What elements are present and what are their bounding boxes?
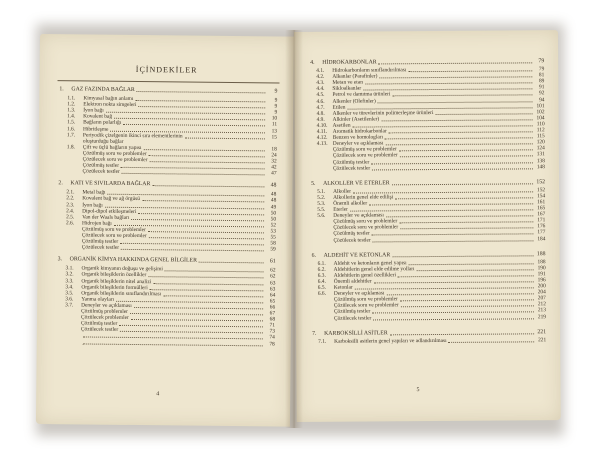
toc-page-number: 18 [271, 146, 277, 153]
toc-title: Çözülmüş testler [332, 158, 370, 166]
toc-title: Çözülmüş soru ve problemler [333, 296, 398, 303]
toc-title: Hidrojen bağı [81, 220, 112, 227]
toc-number: 4.6. [316, 98, 325, 105]
toc-page-number: 207 [537, 295, 546, 302]
toc-number: 3.3. [65, 277, 74, 284]
toc-page-number: 213 [537, 307, 546, 314]
toc-title: Çözülmüş soru ve problemler [332, 146, 397, 154]
toc-number: 6. [311, 252, 316, 259]
toc-number: 4.11. [316, 128, 328, 135]
toc-title: Elektron nokta simgeleri [83, 101, 137, 109]
toc-page-number: 212 [537, 301, 546, 308]
toc-chapter [312, 329, 546, 337]
toc-title: Aldehitlerin genel elde edilme yolları [333, 265, 415, 273]
toc-page-number: 131 [536, 151, 545, 158]
toc-title: İyon bağı [83, 107, 104, 114]
toc-title: Bağların polarlığı [83, 119, 122, 127]
toc-title: Organik bileşiklerin nitel analizi [81, 277, 152, 285]
toc-exercise [333, 236, 545, 243]
toc-page-number: 148 [536, 163, 545, 170]
toc-title: Ketonlar [333, 284, 353, 291]
toc-page-number: 138 [536, 157, 545, 164]
toc-title: Önemli alkoller [333, 200, 368, 207]
toc-title: Alkoller [333, 188, 352, 195]
toc-page-number: 48 [270, 182, 277, 189]
toc-page-number: 124 [536, 145, 545, 152]
dot-leader [199, 261, 264, 264]
toc-number: 4.5. [316, 92, 325, 99]
book-gutter [285, 30, 303, 428]
toc-chapter [311, 179, 545, 187]
toc-page-number: 74 [269, 334, 275, 341]
toc-title: Çözülecek testler [333, 314, 372, 322]
toc-page-number: 191 [537, 271, 546, 278]
toc-page-number: 64 [269, 292, 276, 299]
toc-page-number: 190 [537, 264, 546, 271]
toc-title: Çözülmüş soru ve problemler [82, 150, 147, 158]
toc-title: Çözülecek soru ve problemler [333, 302, 399, 310]
toc-page-number: 184 [537, 235, 546, 242]
toc-number: 6.2. [317, 266, 326, 273]
toc-number: 7. [312, 330, 317, 337]
dot-leader [122, 172, 265, 175]
toc-page-number: 32 [271, 158, 277, 165]
toc-number: 3. [57, 256, 63, 263]
left-page [36, 34, 294, 427]
toc-page-number: 55 [270, 234, 276, 241]
toc-page-number: 49 [270, 203, 277, 210]
toc-number: 6.5. [317, 284, 326, 291]
toc-page-number: 61 [269, 258, 276, 265]
toc-page-number: 53 [270, 228, 276, 235]
toc-title: Metal bağı [82, 189, 106, 196]
toc-page-number: 221 [538, 336, 547, 343]
toc-title: Çözülecek soru ve problemler [81, 232, 147, 240]
toc-page-number: 171 [537, 217, 546, 224]
toc-exercise [82, 245, 276, 253]
toc-number: 5.5. [317, 206, 326, 213]
dot-leader [379, 61, 533, 64]
toc-number: 5.1. [317, 188, 326, 195]
toc-title: ALDEHİT VE KETONLAR [323, 251, 391, 259]
toc-title: Alkanlar (Parafinler) [332, 73, 378, 80]
toc-page-number: 11 [271, 121, 278, 128]
toc-page-number: 50 [270, 210, 277, 217]
toc-page-number: 67 [269, 310, 276, 317]
toc-number: 5.3. [317, 200, 326, 207]
toc-title: Organik kimyanın doğuşu ve gelişimi [81, 265, 163, 273]
toc-number: 4. [310, 59, 315, 66]
toc-exercise [333, 164, 545, 171]
toc-title: Çözülmüş soru ve problemler [81, 226, 146, 234]
toc-number: 4.1. [316, 67, 325, 74]
toc-title: Periyodik çizelgenin ikinci sıra elementlerinin [82, 132, 183, 140]
toc-title: oluşturduğu bağlar [82, 138, 124, 145]
toc-page-number: 48 [270, 197, 277, 204]
toc-number: 2.6. [65, 220, 75, 227]
toc-number: 3.6. [65, 296, 74, 303]
toc-number: 1. [59, 86, 64, 93]
toc-page-number: 63 [269, 279, 276, 286]
toc-number: 3.1. [65, 265, 74, 272]
toc-exercise [334, 314, 546, 321]
toc-page-number: 152 [536, 186, 546, 193]
toc-title: Deneyler ve açıklaması [333, 290, 385, 297]
dot-leader [449, 340, 535, 343]
toc-page-number: 63 [269, 286, 276, 293]
toc-page-number: 219 [537, 313, 547, 320]
toc-title: Çözülmüş testler [333, 308, 371, 316]
toc-number: 4.3. [316, 79, 325, 87]
toc-page-number: 89 [538, 78, 545, 85]
toc-number: 4.8. [316, 110, 325, 117]
toc-page-number: 62 [270, 273, 276, 280]
toc-page-number: 71 [269, 322, 275, 329]
toc-number: 4.9. [316, 116, 325, 123]
toc-number: 3.7. [65, 302, 74, 309]
toc-title: Organik bileşiklerin formülleri [81, 284, 148, 291]
toc-number: 4.12. [316, 134, 328, 141]
toc-title: Çözülecek testler [82, 168, 120, 176]
toc-title: Eterler [333, 206, 348, 213]
toc-title: Çözülecek testler [333, 236, 371, 244]
toc-page-number: 176 [537, 223, 546, 230]
toc-page-number: 91 [538, 84, 545, 91]
toc-entry [318, 337, 546, 345]
toc-title: Metan ve etan [332, 79, 363, 86]
toc-page-number: 65 [269, 298, 276, 305]
toc-number: 1.8. [66, 144, 75, 151]
toc-title: Alkenler ve türevlerinin polimerleşme ürünleri [332, 109, 434, 117]
toc-title: Çözülecek testler [332, 165, 371, 172]
toc-number: 3.4. [65, 283, 74, 290]
toc-page-number: 9 [274, 97, 278, 104]
toc-number: 2.1. [66, 189, 75, 196]
toc-page-number: 221 [537, 328, 547, 335]
toc-title: Karboksilli asitlerin genel yapıları ve adlandırılması [334, 337, 447, 345]
toc-number: 1.5. [67, 119, 76, 126]
toc-title: Çözülmüş testler [333, 230, 370, 238]
toc-title: KATI VE SIVILARDA BAĞLAR [70, 180, 151, 188]
toc-title: Aldehitlerin genel özellikleri [333, 272, 397, 279]
toc-page-number: 9 [274, 88, 278, 95]
toc-chapter [59, 86, 277, 94]
toc-title: Organik bileşiklerin sınıflandırılması [81, 290, 162, 297]
toc-title: Çözülmüş testler [82, 162, 120, 169]
toc-number: 3.2. [65, 271, 74, 278]
toc-title: Çözülmüş problemler [81, 308, 129, 315]
toc-title: Kovalent bağ ve ağ örgüsü [82, 195, 140, 203]
toc-title: Çözülecek soru ve problemler [333, 224, 399, 232]
toc-page-number: 154 [537, 193, 546, 200]
toc-page-number: 112 [536, 127, 545, 134]
toc-page-number: 152 [536, 178, 546, 185]
toc-title: Asetilen [332, 122, 351, 129]
toc-title: Çözülecek soru ve problemler [332, 152, 398, 160]
toc-number: 1.6. [66, 125, 76, 132]
toc-page-number: 52 [270, 222, 277, 229]
dot-leader [121, 248, 264, 251]
page-number-right: 5 [416, 387, 420, 394]
toc-page-number: 200 [537, 283, 546, 290]
toc-title: Yanma olayları [81, 296, 115, 303]
toc-title: Çözülmüş testler [80, 320, 118, 328]
toc-number: 4.4. [316, 86, 325, 93]
toc-title: Sikloalkanlar [332, 85, 362, 93]
toc-title: ALKOLLER VE ETERLER [323, 180, 390, 187]
toc-page-number: 48 [270, 191, 277, 198]
toc-title: Alkollerin genel elde edilişi [333, 194, 394, 201]
toc-title: Deneyler ve açıklaması [332, 140, 384, 147]
toc-title: Kovalent bağ [83, 113, 113, 121]
toc-page-number: 188 [536, 250, 546, 257]
toc-exercise [81, 339, 275, 347]
toc-title: İyon bağı [82, 201, 103, 209]
toc-number: 1.4. [67, 113, 76, 120]
page-title: İÇİNDEKİLER [135, 65, 198, 75]
toc-title: Önemli aldehitler [333, 278, 372, 285]
toc-number: 2.5. [66, 213, 75, 221]
toc-title: Hibritleşme [82, 125, 109, 133]
toc-chapter [310, 58, 544, 66]
toc-title: Çözülecek testler [80, 326, 119, 334]
toc-number: 2.2. [66, 195, 75, 202]
toc-page-number: 78 [269, 340, 275, 347]
toc-number: 3.5. [65, 289, 74, 297]
toc-number: 4.10. [316, 122, 328, 129]
toc-title: Dipol-dipol etkileşmeleri [82, 208, 137, 215]
toc-page-number: 58 [270, 240, 276, 247]
toc-title: HİDROKARBONLAR [322, 59, 377, 66]
toc-page-number: 10 [271, 115, 278, 122]
toc-number: 4.7. [316, 104, 325, 111]
toc-page-number: 94 [539, 96, 545, 103]
page-number-left: 4 [156, 391, 160, 398]
toc-page-number: 101 [536, 102, 545, 109]
toc-number: 1.7. [66, 131, 76, 138]
toc-number: 6.6. [317, 290, 326, 297]
toc-exercise [83, 169, 277, 177]
toc-number: 1.1. [67, 95, 76, 102]
dot-leader [137, 90, 266, 93]
toc-number: 2.4. [66, 207, 75, 214]
toc-title: Van der Waals bağları [82, 214, 130, 221]
dot-leader [372, 167, 533, 170]
toc-page-number: 177 [537, 229, 546, 236]
toc-page-number: 115 [536, 133, 545, 140]
toc-title: Aromatik hidrokarbonlar [332, 128, 387, 135]
toc-page-number: 196 [537, 277, 546, 284]
toc-page-number: 165 [537, 205, 546, 212]
toc-page-number: 104 [536, 115, 545, 122]
toc-page-number: 79 [538, 66, 545, 73]
toc-title: Çift ve üçlü bağların yapısı [82, 144, 142, 151]
dot-leader [392, 254, 533, 257]
dot-leader [152, 184, 264, 187]
dot-leader [373, 317, 534, 320]
dot-leader [390, 332, 534, 335]
toc-title: Alkinler (Asetilenler) [332, 116, 380, 123]
toc-page-number: 9 [274, 109, 278, 116]
title-rule [58, 80, 280, 83]
toc-title: KARBOKSİLLİ ASİTLER [324, 329, 388, 337]
toc-title: Organik bileşiklerin özellikler [81, 271, 147, 279]
right-page [294, 30, 561, 422]
toc-page-number: 79 [538, 58, 545, 65]
toc-title: Çözülmüş soru ve problemler [333, 218, 398, 225]
toc-page-number: 188 [537, 258, 546, 265]
toc-page-number: 110 [536, 121, 545, 128]
toc-title: Çözülecek problemler [81, 314, 129, 322]
toc-page-number: 81 [538, 72, 545, 79]
toc-title: Alkenler (Olefinler) [332, 97, 376, 105]
toc-page-number: 47 [271, 170, 277, 177]
toc-title: Kimyasal bağın anlamı [83, 95, 134, 102]
toc-number: 4.2. [316, 73, 325, 80]
toc-page-number: 68 [269, 316, 276, 323]
toc-page-number: 42 [271, 164, 277, 171]
toc-page-number: 204 [537, 289, 546, 296]
toc-page-number: 9 [274, 103, 278, 110]
toc-page-number: 92 [539, 90, 545, 97]
toc-page-number: 24 [271, 152, 277, 159]
toc-title: Aldehit ve ketonların genel yapısı [333, 259, 407, 267]
toc-title: Petrol ve damıtma ürünleri [332, 91, 391, 99]
toc-page-number: 102 [536, 108, 545, 115]
toc-chapter [58, 256, 276, 264]
toc-number: 1.2. [67, 101, 76, 108]
toc-number: 5. [311, 180, 316, 187]
toc-title: Deneyler ve açıklaması [333, 212, 384, 219]
toc-page-number: 50 [270, 216, 277, 223]
toc-page-number: 161 [537, 199, 546, 206]
dot-leader [373, 239, 534, 242]
toc-number: 1.3. [67, 107, 76, 114]
toc-number: 6.1. [317, 260, 326, 267]
toc-title: Çözülmüş testler [81, 238, 119, 245]
toc-page-number: 167 [537, 211, 546, 218]
toc-title: Hidrokarbonların sınıflandırılması [332, 67, 407, 74]
dot-leader [83, 342, 263, 346]
toc-chapter [58, 180, 276, 188]
toc-title: Çözülecek testler [81, 244, 120, 252]
toc-page-number: 15 [271, 134, 277, 141]
toc-number: 5.6. [317, 212, 326, 219]
toc-page-number: 62 [270, 267, 276, 274]
toc-chapter [312, 251, 546, 259]
toc-title: Etilen [332, 104, 346, 111]
toc-title: Çözülecek soru ve problemler [82, 156, 148, 164]
toc-page-number: 73 [269, 328, 275, 335]
toc-number: 6.4. [317, 278, 326, 285]
toc-page-number: 59 [270, 246, 276, 253]
toc-number: 6.3. [317, 272, 326, 279]
toc-title: GAZ FAZINDA BAĞLAR [71, 86, 135, 93]
toc-page-number: 66 [269, 304, 276, 311]
toc-title: Deneyler ve açıklaması [81, 302, 132, 309]
toc-number: 7.1. [318, 338, 327, 345]
toc-page-number: 13 [271, 127, 278, 134]
dot-leader [392, 182, 533, 185]
toc-title: Benzen ve homologları [332, 134, 384, 141]
toc-number: 5.2. [317, 194, 326, 201]
toc-title: ORGANİK KİMYA HAKKINDA GENEL BİLGİLER [69, 256, 197, 264]
toc-number: 2. [58, 180, 63, 187]
toc-page-number: 120 [536, 139, 545, 146]
toc-number: 2.3. [66, 201, 75, 208]
toc-number: 4.13. [316, 140, 328, 148]
